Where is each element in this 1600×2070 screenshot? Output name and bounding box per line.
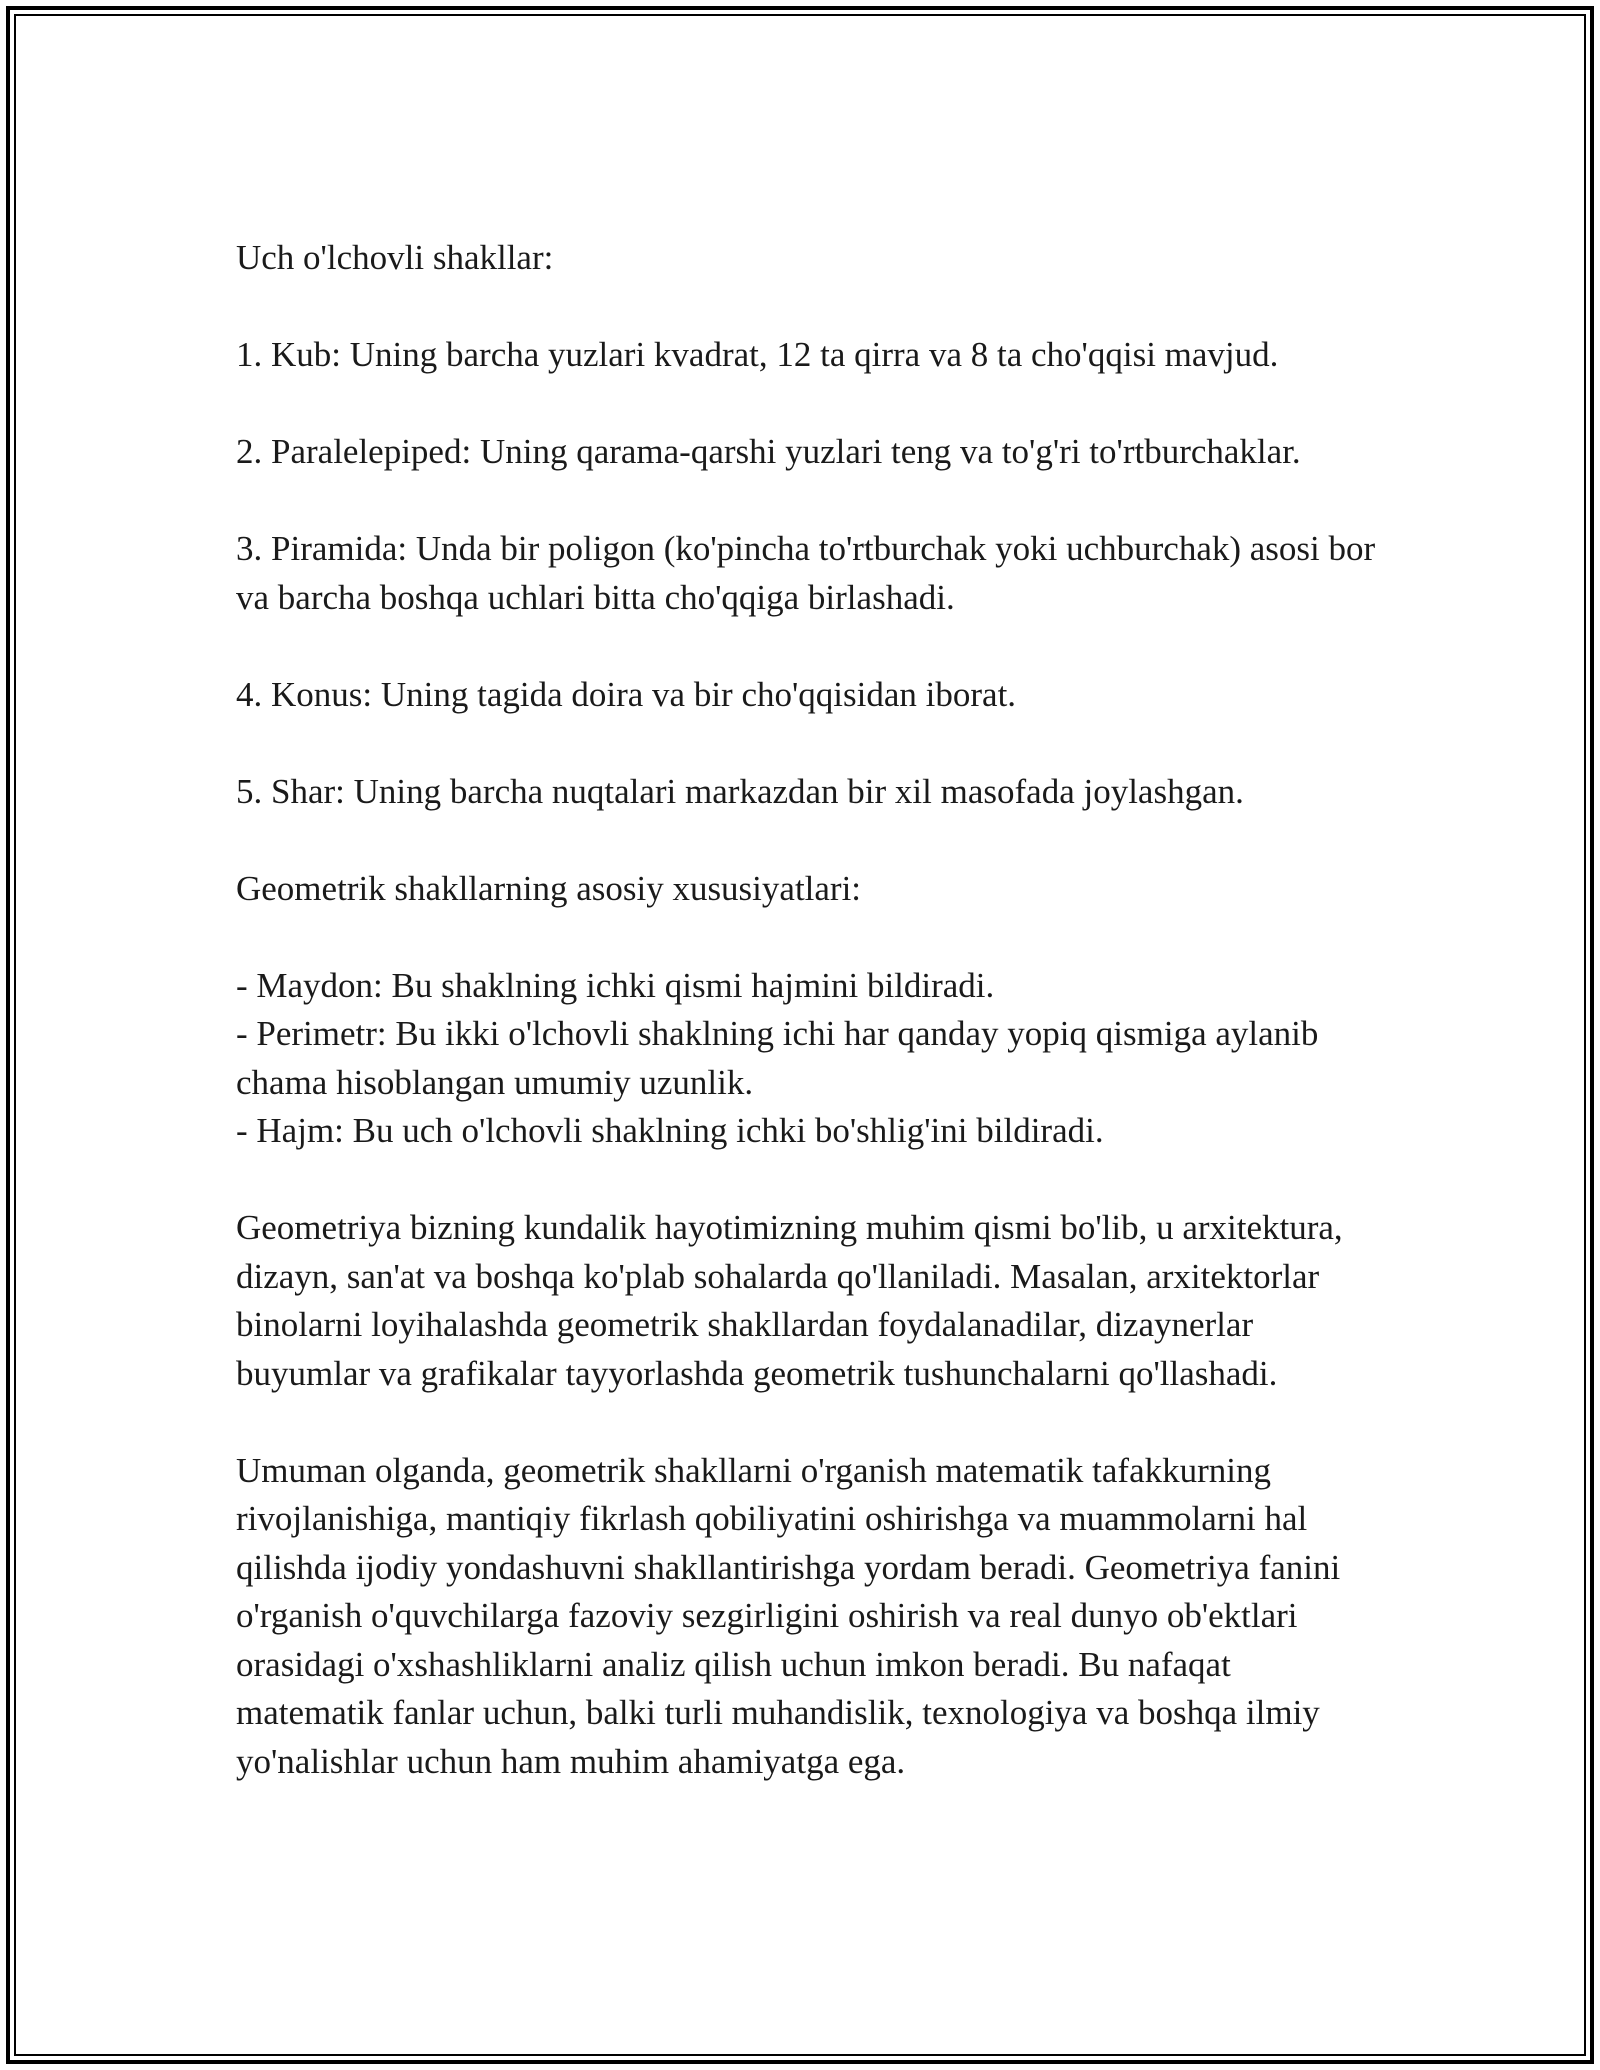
shape-item-parallelepiped: 2. Paralelepiped: Uning qarama-qarshi yuzlari teng va to'g'ri to'rtburchaklar. [236, 432, 1301, 471]
property-item-volume: - Hajm: Bu uch o'lchovli shaklning ichki bo'shlig'ini bildiradi. [236, 1111, 1104, 1150]
document-body [236, 234, 1386, 1835]
properties-list [236, 962, 1386, 1156]
property-item-area: - Maydon: Bu shaklning ichki qismi hajmini bildiradi. [236, 965, 995, 1005]
shape-item-sphere: 5. Shar: Uning barcha nuqtalari markazdan bir xil masofada joylashgan. [236, 771, 1244, 811]
shape-item-cone: 4. Konus: Uning tagida doira va bir cho'qqisidan iborat. [236, 674, 1017, 714]
shape-item-pyramid: 3. Piramida: Unda bir poligon (ko'pincha to'rtburchak yoki uchburchak) asosi bor va barcha boshqa uchlari bitta cho'qqiga birlashadi. [236, 529, 1376, 617]
paragraph-conclusion: Umuman olganda, geometrik shakllarni o'rganish matematik tafakkurning rivojlanishiga, mantiqiy fikrlash qobiliyatini oshirishga va muammolarni hal qilishda ijodiy yondashuvni shakllantirishga yordam beradi. Geometriya fanini o'rganish o'quvchilarga fazoviy sezgirligini oshirish va real dunyo ob'ektlari orasidagi o'xshashliklarni analiz qilish uchun imkon beradi. Bu nafaqat matematik fanlar uchun, balki turli muhandislik, texnologiya va boshqa ilmiy yo'nalishlar uchun ham muhim ahamiyatga ega. [236, 1450, 1341, 1781]
heading-properties: Geometrik shakllarning asosiy xususiyatlari: [236, 868, 862, 908]
shape-item-cube: 1. Kub: Uning barcha yuzlari kvadrat, 12 ta qirra va 8 ta cho'qqisi mavjud. [236, 335, 1279, 374]
property-item-perimeter: - Perimetr: Bu ikki o'lchovli shaklning ichi har qanday yopiq qismiga aylanib chama hisoblangan umumiy uzunlik. [236, 1014, 1319, 1102]
heading-3d-shapes: Uch o'lchovli shakllar: [236, 238, 554, 277]
paragraph-usage: Geometriya bizning kundalik hayotimizning muhim qismi bo'lib, u arxitektura, dizayn, san'at va boshqa ko'plab sohalarda qo'llaniladi. Masalan, arxitektorlar binolarni loyihalashda geometrik shakllardan foydalanadilar, dizaynerlar buyumlar va grafikalar tayyorlashda geometrik tushunchalarni qo'llashadi. [236, 1208, 1343, 1393]
